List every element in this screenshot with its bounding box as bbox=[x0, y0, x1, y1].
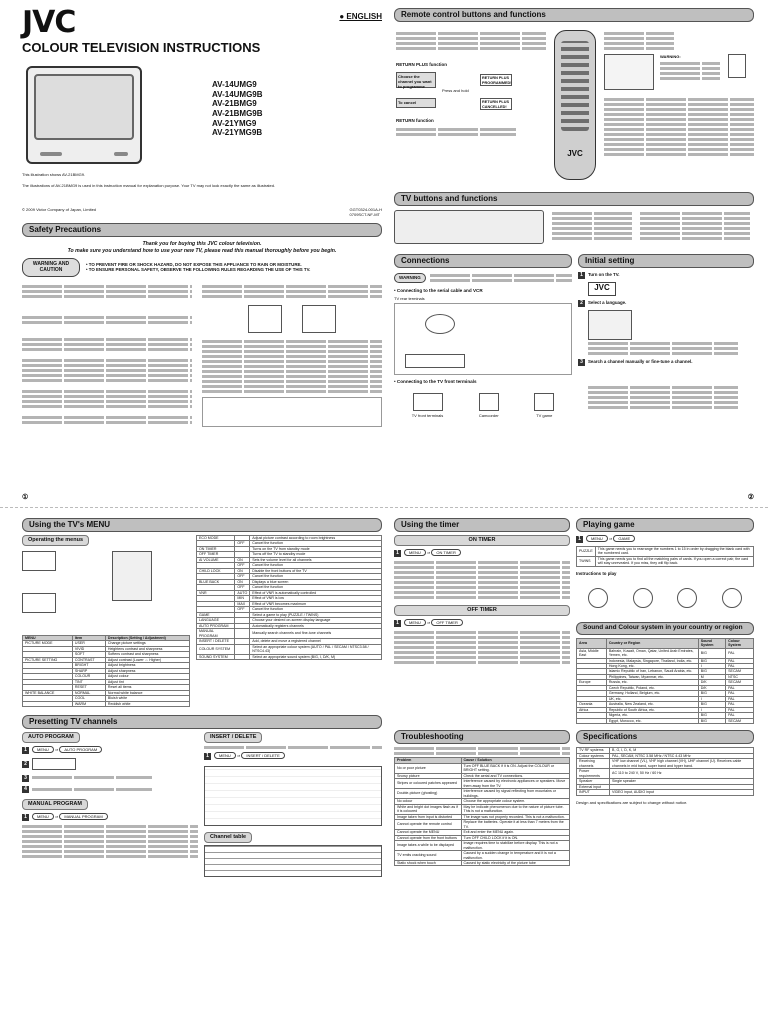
table-cell: Manually search channels and fine-tune channels bbox=[250, 629, 382, 639]
table-cell: Cancel the function bbox=[250, 585, 382, 590]
table-cell: Turns off the TV to standby mode bbox=[250, 552, 382, 557]
illustration-note: This illustration shows AV-21BMG9. bbox=[22, 172, 86, 178]
auto-program-title: AUTO PROGRAM bbox=[22, 732, 80, 743]
table-cell: B/G bbox=[698, 669, 725, 674]
model-name: AV-14UMG9 bbox=[212, 80, 257, 90]
table-cell: I bbox=[698, 696, 725, 701]
table-cell: Reddish white bbox=[105, 701, 189, 706]
section-presetting: Presetting TV channels bbox=[22, 715, 382, 729]
table-cell: B/G bbox=[698, 713, 725, 718]
timer-page-column: Using the timer ON TIMER 1 MENU ⇒ ON TIMER OFF TIMER 1 MENU ⇒ OFF TIMER Playing game 1 MENU ⇒ GAME PUZZLE This game needs you to rearrange the numbers 1 to 15 in order by dragging the blank card with the numbered card. TWINS This game needs you to find all the matching pairs of cards. If you open a correct pair, the card will stay unrevealed. If you miss, they will flip back. Instructions to play Sound and Colour system in your country or region Area Country or Region Sound System Colour System Asia, Middle East Bahrain, Kuwait, Oman, Qatar, United Arab Emirates, Yemen, etc. B/G PAL Indonesia, Malaysia, Singapore, Thailand, India, etc. B/G PAL Hong Kong, etc. I PAL Islamic Republic of Iran, Lebanon, Saudi Arabia, etc. B/G SECAM Philippines, Taiwan, Myanmar, etc. M NTSC Europe Russia, etc. D/K SECAM Czech Republic, Poland, etc. D/K PAL Germany, Holland, Belgium, etc. B/G PAL UK, etc. I PAL Oceania Australia, New Zealand, etc. B/G PAL Africa Republic of South Africa, etc. I PAL Nigeria, etc. B/G PAL Egypt, Morocco, etc. B/G SECAM Troubleshooting Problem Cause / Solution No or poor picture Turn OFF BLUE BACK if it is ON. Adjust the COLOUR or BRIGHT setting. Snowy picture Check the aerial and TV connections. Stripes or coloured patches appeared Interference caused by electronic appliances or speakers. Move them away from the TV. Double-picture (ghosting) Interference caused by signal reflecting from mountains or buildings. No colour Choose the appropriate colour system. White and bright dot images flash as if it is coloured May be indicate phenomenon due to the nature of picture tube. This is not a malfunction. Image taken from input is distorted The image was not properly recorded. This is not a malfunction. Cannot operate the remote control Replace the batteries. Operate it at less than 7 meters from the TV. Cannot operate the MENU Exit and enter the MENU again. Cannot operate from the front buttons Turn OFF CHILD LOCK if it is ON. Image takes a while to be displayed Image requires time to stabilize before display. This is not a malfunction. TV emits cracking sound Caused by a sudden change in temperature and it is not a malfunction. Static shock when touch Caused by static electricity of the picture tube Specifications TV RF systems B, G, I, D, K, M Colour systems PAL, SECAM, NTSC 3.58 MHz / NTSC 4.43 MHz Receiving channels VHF low channel (VL), VHF high channel (VH), UHF channel (U). Receives cable channels in mid band, super band and hyper band. Power requirements AC 110 to 240 V, 50 Hz / 60 Hz Speaker Single speaker External input INPUT VIDEO input, AUDIO input Design and specifications are subject to change without notice. bbox=[394, 518, 754, 866]
table-cell: TV RF systems bbox=[577, 748, 610, 753]
menu-button-game[interactable]: MENU bbox=[586, 535, 608, 542]
table-cell: This game needs you to find all the matching pairs of cards. If you open a correct pair, the card will stay unrevealed. If you miss, they will flip back. bbox=[595, 556, 753, 566]
table-cell: Automatically registers channels bbox=[250, 623, 382, 628]
front-terminal-label: TV front terminals bbox=[411, 413, 444, 419]
table-cell: Receiving channels bbox=[577, 759, 610, 769]
table-cell: Heightens contrast and sharpness bbox=[105, 646, 189, 651]
table-cell: Adjust tint bbox=[105, 679, 189, 684]
section-tv-buttons: TV buttons and functions bbox=[394, 192, 754, 206]
table-cell: D/K bbox=[698, 685, 725, 690]
table-cell: PAL bbox=[726, 685, 754, 690]
table-row bbox=[577, 769, 754, 779]
language-screen bbox=[588, 310, 632, 340]
insert-delete-steps bbox=[204, 766, 382, 826]
table-cell: Egypt, Morocco, etc. bbox=[606, 718, 698, 723]
table-cell: B, G, I, D, K, M bbox=[610, 748, 754, 753]
table-cell: Nigeria, etc. bbox=[606, 713, 698, 718]
table-cell: Russia, etc. bbox=[606, 680, 698, 685]
table-cell: VIVID bbox=[72, 646, 105, 651]
game-button[interactable]: GAME bbox=[613, 535, 635, 542]
operating-menus-title: Operating the menus bbox=[22, 535, 89, 546]
bin-icon bbox=[728, 54, 746, 78]
manual-program-button[interactable]: MANUAL PROGRAM bbox=[59, 813, 107, 820]
table-header: Sound System bbox=[698, 638, 725, 648]
jvc-logo: JVC bbox=[22, 5, 76, 40]
table-cell: VIDEO input, AUDIO input bbox=[610, 790, 754, 795]
table-cell: OFF bbox=[235, 585, 250, 590]
table-cell: Adjust picture contrast according to room brightness bbox=[250, 536, 382, 541]
table-cell: TWINS bbox=[577, 556, 596, 566]
table-cell: I bbox=[698, 663, 725, 668]
table-cell bbox=[577, 718, 607, 723]
belt-diagram bbox=[202, 397, 382, 427]
table-cell: TINT bbox=[72, 679, 105, 684]
table-cell: PAL bbox=[726, 707, 754, 712]
table-header: Area bbox=[577, 638, 607, 648]
table-cell: Africa bbox=[577, 707, 607, 712]
to-cancel-box: To cancel bbox=[396, 98, 436, 108]
table-cell: Islamic Republic of Iran, Lebanon, Saudi Arabia, etc. bbox=[606, 669, 698, 674]
table-cell: Stripes or coloured patches appeared bbox=[395, 779, 462, 789]
table-cell: I bbox=[698, 707, 725, 712]
table-cell: B/G bbox=[698, 702, 725, 707]
warning-caution-badge: WARNING AND CAUTION bbox=[22, 258, 80, 277]
table-cell: SECAM bbox=[726, 680, 754, 685]
instructions-title: Instructions to play bbox=[576, 570, 617, 576]
remote-page-column bbox=[394, 8, 754, 501]
table-header: Problem bbox=[395, 758, 462, 763]
table-cell: OFF TIMER bbox=[197, 552, 235, 557]
remote-warning: WARNING: bbox=[660, 54, 681, 59]
section-timer: Using the timer bbox=[394, 518, 570, 532]
remote-logo: JVC bbox=[567, 149, 583, 158]
table-cell: Normal white balance bbox=[105, 690, 189, 695]
table-cell bbox=[235, 644, 250, 654]
table-cell: White and bright dot images flash as if it is coloured bbox=[395, 804, 462, 814]
table-cell: Republic of South Africa, etc. bbox=[606, 707, 698, 712]
table-cell: D/K bbox=[698, 680, 725, 685]
table-cell: Cannot operate the remote control bbox=[395, 820, 462, 830]
front-page-column bbox=[22, 5, 382, 501]
table-cell: ON TIMER bbox=[197, 546, 235, 551]
table-cell: PICTURE MODE bbox=[23, 641, 73, 646]
copyright: © 2009 Victor Company of Japan, Limited bbox=[22, 206, 97, 212]
table-cell: TV emits cracking sound bbox=[395, 851, 462, 861]
table-cell: Reset all items bbox=[105, 685, 189, 690]
tv-illustration bbox=[26, 66, 142, 164]
table-cell: Cancel the function bbox=[250, 574, 382, 579]
table-cell: Germany, Holland, Belgium, etc. bbox=[606, 691, 698, 696]
table-cell: Interference caused by signal reflecting from mountains or buildings. bbox=[461, 789, 569, 799]
table-cell: OFF bbox=[235, 563, 250, 568]
remote-diagram bbox=[394, 26, 754, 186]
table-row bbox=[395, 851, 570, 861]
table-cell: B/G bbox=[698, 648, 725, 658]
section-safety: Safety Precautions bbox=[22, 223, 382, 237]
table-cell: Effect of VNR is automatically controlled bbox=[250, 590, 382, 595]
page-number-left: ① bbox=[22, 494, 29, 501]
table-cell: The image was not properly recorded. This is not a malfunction. bbox=[461, 814, 569, 819]
table-cell: Check the aerial and TV connections. bbox=[461, 773, 569, 778]
menu-button-2[interactable]: MENU bbox=[32, 813, 54, 820]
table-cell: Snowy picture bbox=[395, 773, 462, 778]
table-cell: CONTRAST bbox=[72, 657, 105, 662]
table-cell: PAL bbox=[726, 658, 754, 663]
section-sound-colour: Sound and Colour system in your country or region bbox=[576, 622, 754, 634]
table-cell: AUTO bbox=[235, 590, 250, 595]
table-cell: Image requires time to stabilize before display. This is not a malfunction. bbox=[461, 841, 569, 851]
table-cell: Cancel the function bbox=[250, 563, 382, 568]
table-cell: Displays a blue screen bbox=[250, 579, 382, 584]
table-row bbox=[395, 820, 570, 830]
table-cell bbox=[235, 654, 250, 659]
game-table bbox=[576, 546, 754, 567]
table-cell bbox=[235, 629, 250, 639]
menu-button[interactable]: MENU bbox=[32, 746, 54, 753]
table-cell: No or poor picture bbox=[395, 763, 462, 773]
page-number-right: ② bbox=[747, 494, 754, 501]
remote-control bbox=[554, 30, 596, 180]
section-connections: Connections bbox=[394, 254, 572, 268]
table-cell: VNR bbox=[197, 590, 235, 595]
sound-colour-table bbox=[576, 638, 754, 725]
table-header: MENU bbox=[23, 635, 73, 640]
tv-rear-label: TV rear terminals bbox=[394, 295, 425, 301]
table-cell: SECAM bbox=[726, 718, 754, 723]
table-cell: Sets the volume level for all channels bbox=[250, 557, 382, 562]
table-row bbox=[395, 804, 570, 814]
table-cell: ON bbox=[235, 568, 250, 573]
off-timer-button[interactable]: OFF TIMER bbox=[431, 619, 462, 626]
front-connection-diagram bbox=[394, 386, 572, 418]
table-cell: OFF bbox=[235, 541, 250, 546]
table-cell: PAL bbox=[726, 691, 754, 696]
section-initial: Initial setting bbox=[578, 254, 754, 268]
table-cell: Choose your desired on-screen display language bbox=[250, 618, 382, 623]
table-row bbox=[395, 814, 570, 819]
model-name: AV-21BMG9 bbox=[212, 99, 257, 109]
table-cell: Turns on the TV from standby mode bbox=[250, 546, 382, 551]
language-label: ● ENGLISH bbox=[339, 12, 382, 21]
table-cell: Double-picture (ghosting) bbox=[395, 789, 462, 799]
table-header: Country or Region bbox=[606, 638, 698, 648]
battery-diagram bbox=[604, 54, 654, 90]
table-cell: Europe bbox=[577, 680, 607, 685]
tv-game-label: TV game bbox=[536, 413, 553, 419]
off-timer-title: OFF TIMER bbox=[394, 605, 570, 616]
table-cell: ON bbox=[235, 579, 250, 584]
table-cell: Image taken from input is distorted bbox=[395, 814, 462, 819]
table-cell: Interference caused by electronic appliances or speakers. Move them away from the TV. bbox=[461, 779, 569, 789]
programmed-box: RETURN PLUS PROGRAMMED! bbox=[482, 76, 512, 85]
table-cell: B/G bbox=[698, 658, 725, 663]
table-row bbox=[395, 763, 570, 773]
table-cell: Image takes a while to be displayed bbox=[395, 841, 462, 851]
table-cell: M bbox=[698, 674, 725, 679]
table-cell: INSERT / DELETE bbox=[197, 639, 235, 644]
rear-connection-diagram bbox=[394, 303, 572, 375]
safety-body bbox=[22, 283, 382, 427]
table-cell: SHARP bbox=[72, 668, 105, 673]
table-row bbox=[197, 654, 382, 659]
section-menu: Using the TV's MENU bbox=[22, 518, 382, 532]
table-cell: External input bbox=[577, 784, 610, 789]
table-cell: Softens contrast and sharpness bbox=[105, 652, 189, 657]
initial-step-2: Select a language. bbox=[588, 300, 627, 305]
on-timer-title: ON TIMER bbox=[394, 535, 570, 546]
menu-button-off[interactable]: MENU bbox=[404, 619, 426, 626]
table-cell: PAL bbox=[726, 648, 754, 658]
manual-program-steps bbox=[22, 825, 198, 858]
table-row bbox=[577, 648, 754, 658]
table-cell: Asia, Middle East bbox=[577, 648, 607, 658]
table-cell: Bluish white bbox=[105, 696, 189, 701]
table-cell: BLUE BACK bbox=[197, 579, 235, 584]
table-cell: Select an appropriate sound system (B/G, I, D/K, M) bbox=[250, 654, 382, 659]
table-cell: Hong Kong, etc. bbox=[606, 663, 698, 668]
table-cell: Czech Republic, Poland, etc. bbox=[606, 685, 698, 690]
table-cell: Disable the front buttons of the TV bbox=[250, 568, 382, 573]
cancelled-box: RETURN PLUS CANCELLED! bbox=[480, 98, 512, 110]
table-cell: Select a game to play (PUZZLE / TWINS) bbox=[250, 612, 382, 617]
table-cell: COLOUR SYSTEM bbox=[197, 644, 235, 654]
model-name: AV-21YMG9B bbox=[212, 128, 263, 138]
table-cell: Colour systems bbox=[577, 753, 610, 758]
table-cell: UK, etc. bbox=[606, 696, 698, 701]
table-cell: Adjust colour bbox=[105, 674, 189, 679]
table-cell: NORMAL bbox=[72, 690, 105, 695]
table-cell: Australia, New Zealand, etc. bbox=[606, 702, 698, 707]
table-row bbox=[577, 556, 754, 566]
return-plus-title: RETURN PLUS function bbox=[396, 62, 447, 67]
table-cell: WHITE BALANCE bbox=[23, 690, 73, 695]
manual-program-title: MANUAL PROGRAM bbox=[22, 799, 88, 810]
connections-column bbox=[394, 254, 572, 418]
table-cell bbox=[23, 701, 73, 706]
table-cell: Adjust contrast (Lower ⇔ Higher) bbox=[105, 657, 189, 662]
table-cell: Replace the batteries. Operate it at less than 7 meters from the TV. bbox=[461, 820, 569, 830]
table-cell: Effect of VNR becomes maximum bbox=[250, 601, 382, 606]
table-cell: COOL bbox=[72, 696, 105, 701]
illustration-note-2: The illustrations of AV-21BMG9 is used in this instruction manual for explanation purpose. Your TV may not look exactly the same as illustrated. bbox=[22, 183, 276, 189]
table-row bbox=[197, 644, 382, 654]
channel-table bbox=[204, 845, 382, 877]
table-cell: PAL bbox=[726, 713, 754, 718]
game-controls-diagram bbox=[576, 578, 754, 618]
table-cell: Speaker bbox=[577, 779, 610, 784]
table-cell: AC 110 to 240 V, 50 Hz / 60 Hz bbox=[610, 769, 754, 779]
menu-table-2 bbox=[196, 535, 382, 660]
table-cell: No colour bbox=[395, 799, 462, 804]
table-cell: Turn OFF BLUE BACK if it is ON. Adjust the COLOUR or BRIGHT setting. bbox=[461, 763, 569, 773]
table-cell: COLOUR bbox=[72, 674, 105, 679]
table-cell: B/G bbox=[698, 691, 725, 696]
table-cell: Power requirements bbox=[577, 769, 610, 779]
off-timer-steps bbox=[394, 631, 570, 664]
table-cell: Oceania bbox=[577, 702, 607, 707]
table-cell: WARM bbox=[72, 701, 105, 706]
initial-step-1: Turn on the TV. bbox=[588, 272, 620, 277]
table-cell: Change picture settings bbox=[105, 641, 189, 646]
table-cell: Static shock when touch bbox=[395, 861, 462, 866]
table-cell: PAL bbox=[726, 696, 754, 701]
table-cell: AI VOLUME bbox=[197, 557, 235, 562]
camcorder-label: Camcorder bbox=[478, 413, 499, 419]
section-remote: Remote control buttons and functions bbox=[394, 8, 754, 22]
warning-text: • TO PREVENT FIRE OR SHOCK HAZARD, DO NOT EXPOSE THIS APPLIANCE TO RAIN OR MOISTURE. • TO ENSURE PERSONAL SAFETY, OBSERVE THE FOLLOWING RULES REGARDING THE USE OF THIS TV. bbox=[86, 261, 311, 273]
table-cell: RESET bbox=[72, 685, 105, 690]
table-cell: Caused by static electricity of the picture tube bbox=[461, 861, 569, 866]
table-cell: PAL, SECAM, NTSC 3.58 MHz / NTSC 4.43 MHz bbox=[610, 753, 754, 758]
table-cell: SOUND SYSTEM bbox=[197, 654, 235, 659]
auto-program-button[interactable]: AUTO PROGRAM bbox=[59, 746, 102, 753]
table-cell: Effect of VNR is low bbox=[250, 596, 382, 601]
specs-table bbox=[576, 747, 754, 795]
table-cell: CHILD LOCK bbox=[197, 568, 235, 573]
table-cell: PUZZLE bbox=[577, 547, 596, 557]
table-cell: Adjust brightness bbox=[105, 663, 189, 668]
connect-front-title: • Connecting to the TV front terminals bbox=[394, 378, 477, 384]
trouble-table bbox=[394, 757, 570, 866]
table-cell: B/G bbox=[698, 718, 725, 723]
menu-button-3[interactable]: MENU bbox=[214, 752, 236, 759]
table-row bbox=[395, 789, 570, 799]
table-cell: Single speaker bbox=[610, 779, 754, 784]
table-cell: Adjust sharpness bbox=[105, 668, 189, 673]
table-cell: Cannot operate from the front buttons bbox=[395, 835, 462, 840]
table-cell: MANUAL PROGRAM bbox=[197, 629, 235, 639]
table-header: Item bbox=[72, 635, 105, 640]
table-cell: MAX bbox=[235, 601, 250, 606]
press-hold-label: Press and hold bbox=[442, 88, 469, 93]
section-game: Playing game bbox=[576, 518, 754, 532]
table-cell: OFF bbox=[235, 574, 250, 579]
table-cell: GAME bbox=[197, 612, 235, 617]
insert-delete-button[interactable]: INSERT / DELETE bbox=[241, 752, 284, 759]
ventilation-diagram bbox=[202, 300, 382, 338]
on-timer-steps bbox=[394, 561, 570, 599]
choose-channel-box: Choose the channel you want to programme bbox=[396, 72, 436, 88]
table-cell: Caused by a sudden change in temperature and it is not a malfunction. bbox=[461, 851, 569, 861]
connect-vcr-title: • Connecting to the serial cable and VCR bbox=[394, 288, 483, 293]
table-row bbox=[577, 790, 754, 795]
table-cell: PICTURE SETTING bbox=[23, 657, 73, 662]
table-cell: USER bbox=[72, 641, 105, 646]
specs-note: Design and specifications are subject to change without notice. bbox=[576, 799, 688, 805]
table-cell: This game needs you to rearrange the numbers 1 to 15 in order by dragging the blank card with the numbered card. bbox=[595, 547, 753, 557]
page-spread-bottom bbox=[0, 512, 768, 1024]
table-cell: PAL bbox=[726, 702, 754, 707]
table-cell: BRIGHT bbox=[72, 663, 105, 668]
table-cell: MIN bbox=[235, 596, 250, 601]
initial-setting-column: Initial setting 1 Turn on the TV. JVC 2 Select a language. 3 Search a channel manually or fine-tune a channel. bbox=[578, 254, 754, 418]
initial-step-3: Search a channel manually or fine-tune a channel. bbox=[588, 359, 693, 364]
table-header: Description (Setting / Adjustment) bbox=[105, 635, 189, 640]
table-cell: LANGUAGE bbox=[197, 618, 235, 623]
warning-badge: WARNING bbox=[394, 273, 426, 283]
table-row bbox=[577, 718, 754, 723]
page-spread-top bbox=[0, 0, 768, 508]
menu-operation-diagram bbox=[22, 549, 190, 635]
table-cell: Select an appropriate colour system (AUTO / PAL / SECAM / NTSC3.58 / NTSC4.43) bbox=[250, 644, 382, 654]
tv-buttons-diagram bbox=[394, 210, 754, 244]
insert-delete-title: INSERT / DELETE bbox=[204, 732, 262, 743]
table-row bbox=[577, 759, 754, 769]
table-cell: ECO MODE bbox=[197, 536, 235, 541]
table-cell: Philippines, Taiwan, Myanmar, etc. bbox=[606, 674, 698, 679]
table-row bbox=[23, 701, 190, 706]
table-row bbox=[197, 629, 382, 639]
table-cell: Cancel the function bbox=[250, 541, 382, 546]
safety-intro: Thank you for buying this JVC colour television. To make sure you understand how to use your new TV, please read this manual thoroughly before you begin. bbox=[67, 241, 337, 254]
table-header: Colour System bbox=[726, 638, 754, 648]
table-cell: SOFT bbox=[72, 652, 105, 657]
channel-table-title: Channel table bbox=[204, 832, 252, 843]
table-cell: Add, delete and move a registered channel bbox=[250, 639, 382, 644]
section-specs: Specifications bbox=[576, 730, 754, 744]
table-cell: VHF low channel (VL), VHF high channel (VH), UHF channel (U). Receives cable channels in mid band, super band and hyper band. bbox=[610, 759, 754, 769]
table-row bbox=[395, 841, 570, 851]
table-row bbox=[395, 861, 570, 866]
table-header: Cause / Solution bbox=[461, 758, 569, 763]
table-cell: OFF bbox=[235, 607, 250, 612]
table-cell: Cannot operate the MENU bbox=[395, 830, 462, 835]
table-cell: Choose the appropriate colour system. bbox=[461, 799, 569, 804]
model-name: AV-21YMG9 bbox=[212, 118, 257, 128]
table-cell: Exit and enter the MENU again. bbox=[461, 830, 569, 835]
model-name: AV-14UMG9B bbox=[212, 89, 263, 99]
table-row bbox=[577, 547, 754, 557]
part-code: GGT0324-001A-H 0709SCT-NF-MT bbox=[349, 206, 382, 217]
table-cell: May be indicate phenomenon due to the nature of picture tube. This is not a malfunction. bbox=[461, 804, 569, 814]
jvc-logo-screen: JVC bbox=[588, 282, 616, 296]
menu-page-column: Using the TV's MENU Operating the menus MENU Item Description (Setting / Adjustment) PICTURE MODE USER Change picture settings VIVID Heightens contrast and sharpness SOFT Softens contrast and sharpness PICTURE SETTING CONTRAST Adjust contrast (Lower ⇔ Higher) BRIGHT Adjust brightness SHARP Adjust sharpness COLOUR Adjust colour TINT Adjust tint RESET Reset all items WHITE BALANCE NORMAL Normal white balance COOL Bluish white WARM Reddish white ECO MODE Adjust picture contrast according to room brightness OFF Cancel the function ON TIMER Turns on the TV from standby mode OFF TIMER Turns off the TV to standby mode AI VOLUME ON Sets the volume level for all channels OFF Cancel the function CHILD LOCK ON Disable the front buttons of the TV OFF Cancel the function BLUE BACK ON Displays a blue screen OFF Cancel the function VNR AUTO Effect of VNR is automatically controlled MIN Effect of VNR is low MAX Effect of VNR becomes maximum OFF Cancel the function GAME Select a game to play (PUZZLE / TWINS) LANGUAGE Choose your desired on-screen display language AUTO PROGRAM Automatically registers channels MANUAL PROGRAM Manually search channels and fine-tune channels INSERT / DELETE Add, delete and move a registered channel COLOUR SYSTEM Select an appropriate colour system (AUTO / PAL / SECAM / NTSC3.58 / NTSC4.43) SOUND SYSTEM Select an appropriate sound system (B/G, I, D/K, M) Presetting TV channels AUTO PROGRAM 1 MENU ⇒ AUTO PROGRAM 2 3 4 MANUAL PROGRAM 1 MENU ⇒ MANUAL PROGRAM INSERT / DELETE 1 MENU ⇒ INSERT / DELETE Channel table bbox=[22, 518, 382, 877]
table-cell: PAL bbox=[726, 663, 754, 668]
model-list bbox=[212, 80, 263, 164]
table-cell: Indonesia, Malaysia, Singapore, Thailand, India, etc. bbox=[606, 658, 698, 663]
document-title: COLOUR TELEVISION INSTRUCTIONS bbox=[22, 40, 261, 55]
section-troubleshooting: Troubleshooting bbox=[394, 730, 570, 744]
table-cell: Turn OFF CHILD LOCK if it is ON. bbox=[461, 835, 569, 840]
return-function-title: RETURN function bbox=[396, 118, 434, 123]
table-row bbox=[395, 779, 570, 789]
table-cell: Cancel the function bbox=[250, 607, 382, 612]
table-cell: AUTO PROGRAM bbox=[197, 623, 235, 628]
table-cell: SECAM bbox=[726, 669, 754, 674]
table-cell: INPUT bbox=[577, 790, 610, 795]
menu-button-timer[interactable]: MENU bbox=[404, 549, 426, 556]
on-timer-button[interactable]: ON TIMER bbox=[431, 549, 460, 556]
table-cell: NTSC bbox=[726, 674, 754, 679]
model-name: AV-21BMG9B bbox=[212, 109, 263, 119]
menu-table bbox=[22, 635, 190, 707]
table-cell: Bahrain, Kuwait, Oman, Qatar, United Arab Emirates, Yemen, etc. bbox=[606, 648, 698, 658]
table-cell: ON bbox=[235, 557, 250, 562]
